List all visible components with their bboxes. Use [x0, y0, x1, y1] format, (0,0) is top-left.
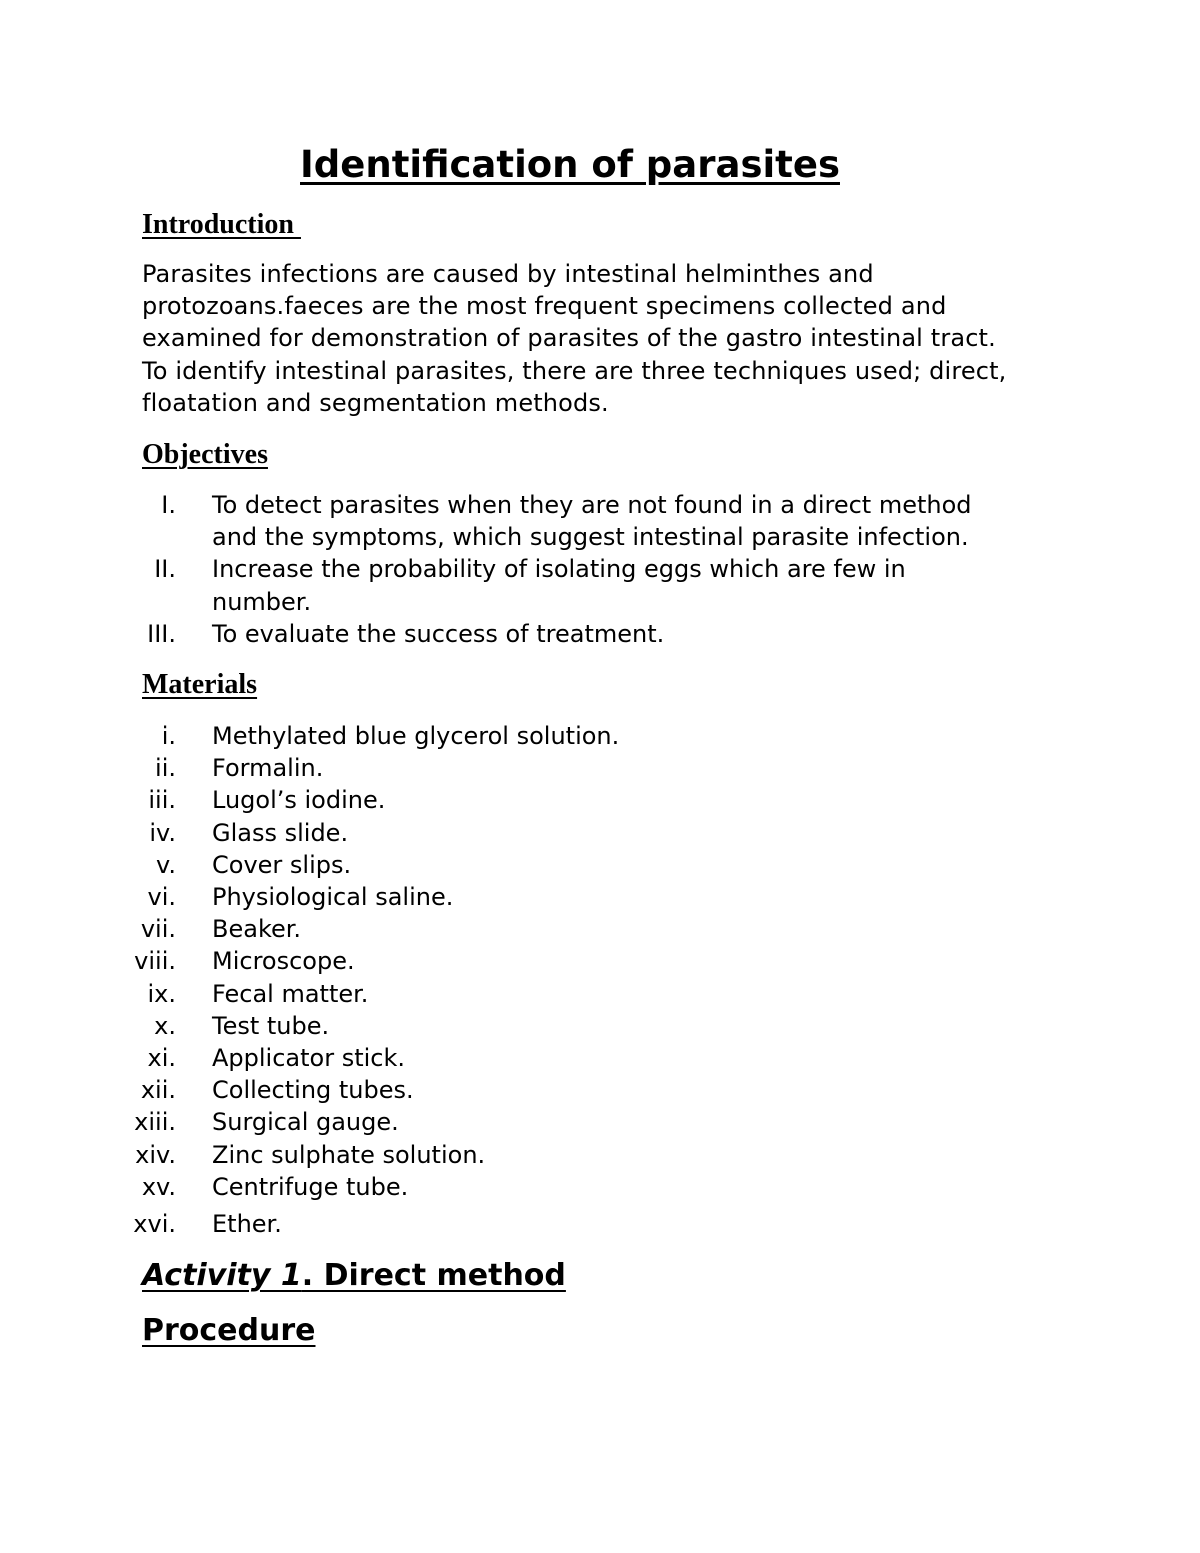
material-number: vii. [140, 915, 176, 944]
objective-text [212, 553, 1072, 617]
material-number: xii. [140, 1076, 176, 1105]
material-item [0, 1106, 1072, 1138]
material-item [0, 720, 1072, 752]
material-number: iv. [149, 818, 176, 847]
material-number: i. [161, 722, 176, 750]
objective-item [0, 489, 1072, 553]
introduction-line: Parasites infections are caused by intestinal helminthes and [142, 260, 874, 288]
objective-number: III. [147, 619, 176, 648]
material-text: Cover slips. [212, 850, 352, 879]
material-number: iii. [148, 786, 176, 815]
activity-label: Activity 1 [142, 1258, 302, 1293]
material-number: ii. [155, 754, 176, 783]
material-item [0, 1010, 1072, 1042]
material-item [0, 1171, 1072, 1203]
material-text: Applicator stick. [212, 1044, 406, 1073]
material-item [0, 849, 1072, 881]
objective-text [212, 618, 1072, 650]
objectives-list [0, 489, 1072, 650]
material-text: Test tube. [212, 1011, 330, 1040]
objective-text [212, 489, 1072, 553]
material-text: Centrifuge tube. [212, 1172, 409, 1201]
material-number: xiii. [134, 1108, 176, 1137]
material-text: Beaker. [212, 915, 302, 944]
material-text: Lugol’s iodine. [212, 786, 386, 815]
material-text: Ether. [212, 1210, 282, 1239]
material-item [0, 881, 1072, 913]
material-item [0, 978, 1072, 1010]
material-item [0, 1042, 1072, 1074]
introduction-line: protozoans.faeces are the most frequent specimens collected and [142, 292, 947, 321]
objectives-heading: Objectives [142, 439, 268, 470]
material-item [0, 945, 1072, 977]
material-item [0, 817, 1072, 849]
material-number: v. [156, 850, 176, 879]
materials-list [0, 720, 1072, 1240]
material-number: viii. [134, 947, 176, 976]
material-number: x. [154, 1011, 176, 1040]
introduction-heading: Introduction [142, 209, 301, 240]
material-text: Surgical gauge. [212, 1108, 399, 1137]
material-text: Methylated blue glycerol solution. [212, 722, 620, 750]
introduction-paragraph [142, 258, 1102, 419]
objective-text-line: Increase the probability of isolating eggs which are few in [212, 555, 906, 584]
objective-number: I. [161, 491, 176, 519]
material-text: Formalin. [212, 754, 324, 783]
objective-number: II. [154, 555, 176, 584]
material-item [0, 913, 1072, 945]
material-text: Fecal matter. [212, 979, 369, 1008]
material-item [0, 1208, 1072, 1240]
material-number: xiv. [135, 1140, 176, 1169]
objective-text-line: number. [212, 587, 312, 616]
material-number: xv. [141, 1172, 176, 1201]
material-text: Zinc sulphate solution. [212, 1140, 486, 1169]
material-number: vi. [147, 883, 176, 912]
material-text: Physiological saline. [212, 883, 454, 912]
document-title: Identification of parasites [300, 143, 840, 186]
material-item [0, 1139, 1072, 1171]
introduction-line: examined for demonstration of parasites of the gastro intestinal tract. [142, 324, 996, 353]
activity-heading [142, 1256, 566, 1296]
objective-text-line: To evaluate the success of treatment. [212, 619, 665, 648]
introduction-line: floatation and segmentation methods. [142, 388, 609, 417]
objective-text-line: and the symptoms, which suggest intestinal parasite infection. [212, 523, 969, 552]
objective-item [0, 618, 1072, 650]
material-number: ix. [147, 979, 176, 1008]
activity-title: . Direct method [301, 1258, 566, 1293]
introduction-line: To identify intestinal parasites, there are three techniques used; direct, [142, 356, 1007, 385]
material-text: Glass slide. [212, 818, 349, 847]
material-text: Microscope. [212, 947, 355, 976]
material-item [0, 1074, 1072, 1106]
procedure-heading: Procedure [142, 1313, 316, 1348]
material-number: xi. [147, 1044, 176, 1073]
objective-text-line: To detect parasites when they are not found in a direct method [212, 491, 972, 519]
materials-heading: Materials [142, 669, 258, 700]
material-number: xvi. [133, 1210, 176, 1239]
material-text: Collecting tubes. [212, 1076, 414, 1105]
objective-item [0, 553, 1072, 617]
material-item [0, 752, 1072, 784]
material-item [0, 784, 1072, 816]
